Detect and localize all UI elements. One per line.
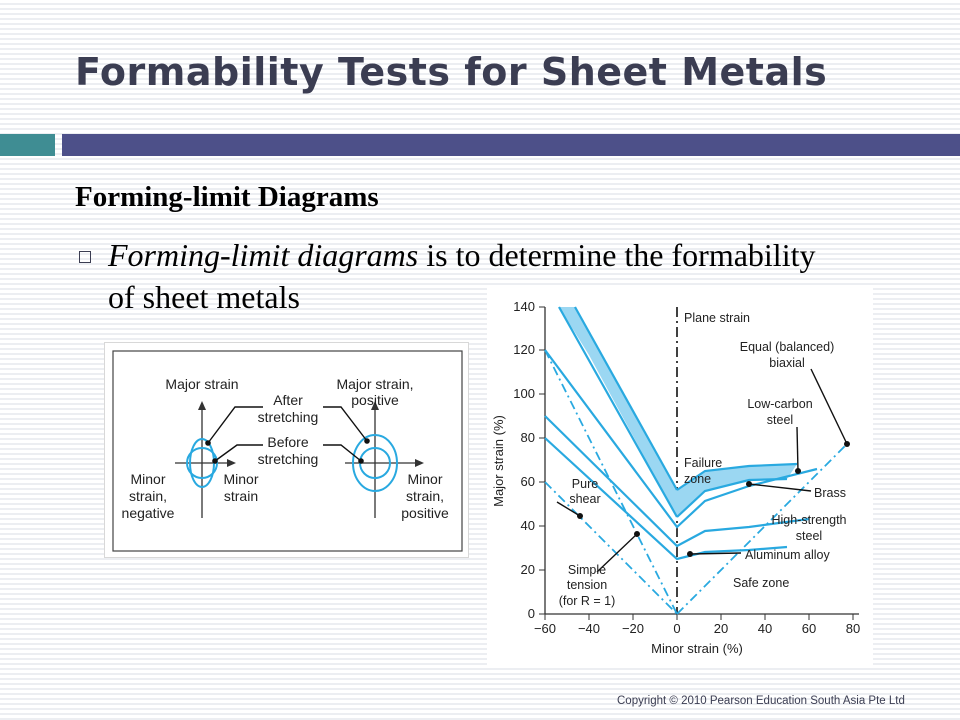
x-tick-label: 80	[845, 621, 861, 636]
left-major-label: Major strain	[165, 376, 239, 392]
center-minor-label-1: Minor	[223, 471, 259, 487]
bullet-square-icon	[79, 251, 91, 263]
plane-strain-label: Plane strain	[684, 311, 751, 325]
x-tick-label: −40	[577, 621, 601, 636]
equal-biaxial-label-2: biaxial	[769, 356, 805, 370]
x-tick-label: 40	[757, 621, 773, 636]
after-label-2: stretching	[257, 409, 319, 425]
y-tick-label: 140	[513, 299, 535, 314]
before-dot-left	[212, 458, 218, 464]
y-tick-label: 120	[513, 342, 535, 357]
brass-label: Brass	[814, 486, 846, 500]
before-label-2: stretching	[257, 451, 319, 467]
center-minor-label-2: strain	[223, 488, 259, 504]
simple-tension-label-2: tension	[566, 578, 608, 592]
before-dot-right	[358, 458, 364, 464]
y-tick-label: 100	[513, 386, 535, 401]
failure-zone-label-2: zone	[684, 472, 712, 486]
before-leader-left	[215, 445, 263, 461]
failure-zone-label-1: Failure	[684, 456, 723, 470]
bullet-italic-term: Forming-limit diagrams	[108, 237, 419, 273]
bullet-rest-text: is to determine the formability of sheet metals	[108, 237, 816, 315]
x-tick-label: −60	[533, 621, 557, 636]
y-tick-label: 80	[520, 430, 535, 445]
after-leader-left	[208, 407, 263, 443]
x-tick-marks	[545, 614, 853, 620]
y-tick-label: 40	[520, 518, 535, 533]
left-minor-label-1: Minor	[130, 471, 166, 487]
band-lower-left	[575, 307, 677, 490]
accent-bar-purple	[62, 134, 960, 156]
low-carbon-label-2: steel	[766, 413, 794, 427]
pure-shear-label-2: shear	[569, 492, 601, 506]
aluminum-label: Aluminum alloy	[745, 548, 830, 562]
copyright-footer: Copyright © 2010 Pearson Education South Asia Pte Ltd	[617, 695, 905, 707]
after-dot-left	[205, 440, 211, 446]
left-major-arrow-icon	[198, 401, 206, 410]
x-tick-label: −20	[621, 621, 645, 636]
y-tick-marks	[539, 307, 545, 614]
after-dot-right	[364, 438, 370, 444]
simple-tension-label-1: Simple	[567, 563, 607, 577]
left-minor-label-2: strain,	[128, 488, 168, 504]
y-axis-title: Major strain (%)	[491, 415, 506, 507]
slide-title: Formability Tests for Sheet Metals	[75, 50, 828, 94]
accent-bar-teal	[0, 134, 55, 156]
simple-tension-label-3: (for R = 1)	[558, 594, 616, 608]
right-minor-label-1: Minor	[407, 471, 443, 487]
forming-limit-svg	[487, 287, 873, 665]
after-label-1: After	[273, 392, 303, 408]
x-tick-label: 0	[673, 621, 681, 636]
left-minor-label-3: negative	[121, 505, 175, 521]
left-minor-arrow-icon	[227, 459, 236, 467]
before-label-1: Before	[267, 434, 309, 450]
pure-shear-label-1: Pure	[571, 477, 599, 491]
right-minor-label-3: positive	[401, 505, 449, 521]
high-strength-label-2: steel	[795, 529, 823, 543]
x-tick-label: 60	[801, 621, 817, 636]
y-tick-label: 0	[527, 606, 535, 621]
strain-ellipse-figure	[104, 342, 469, 558]
equal-biaxial-label-1: Equal (balanced)	[739, 340, 835, 354]
x-axis-title: Minor strain (%)	[651, 641, 743, 656]
right-minor-label-2: strain,	[405, 488, 445, 504]
right-minor-arrow-icon	[415, 459, 424, 467]
section-heading: Forming-limit Diagrams	[75, 181, 379, 213]
after-leader-right	[323, 407, 367, 441]
y-tick-label: 20	[520, 562, 535, 577]
safe-zone-label: Safe zone	[733, 576, 790, 590]
right-major-label-1: Major strain,	[336, 376, 414, 392]
low-carbon-label-1: Low-carbon	[747, 397, 813, 411]
x-tick-label: 20	[713, 621, 729, 636]
right-major-label-2: positive	[351, 392, 399, 408]
high-strength-label-1: High-strength	[771, 513, 847, 527]
forming-limit-chart	[487, 287, 873, 665]
strain-ellipse-svg	[105, 343, 470, 559]
y-tick-label: 60	[520, 474, 535, 489]
